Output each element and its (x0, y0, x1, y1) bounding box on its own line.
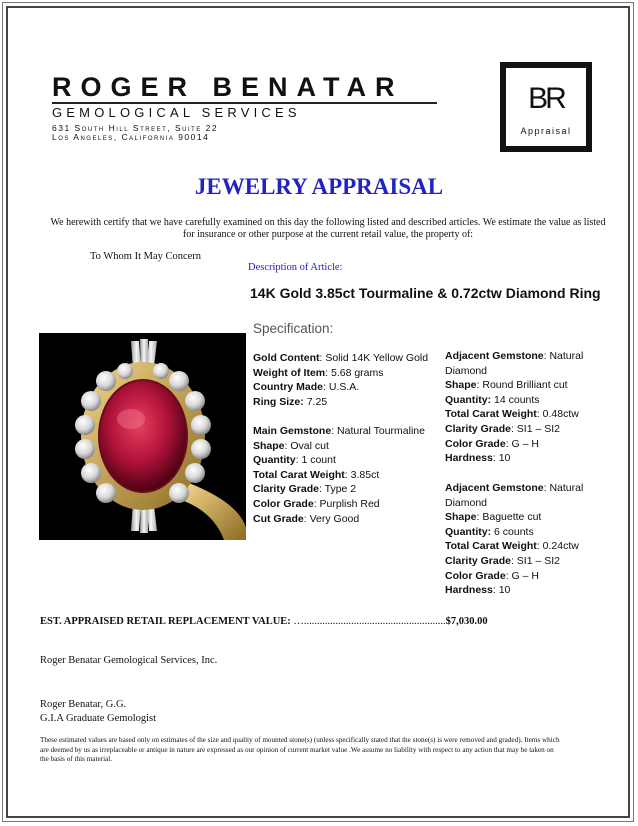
round-diamond (81, 391, 101, 411)
spec-row: Color Grade: G – H (445, 437, 539, 450)
spec-row: Diamond (445, 496, 488, 509)
round-diamond (96, 371, 116, 391)
company-subtitle: GEMOLOGICAL SERVICES (52, 105, 301, 120)
header-rule (52, 102, 437, 104)
spec-row: Quantity: 1 count (253, 454, 336, 467)
spec-row: Quantity: 6 counts (445, 525, 534, 538)
appraised-value-label: EST. APPRAISED RETAIL REPLACEMENT VALUE: (40, 616, 291, 627)
ring-shank (184, 483, 246, 540)
tourmaline-gemstone (99, 380, 187, 492)
round-diamond (191, 415, 211, 435)
spec-row: Shape: Baguette cut (445, 511, 542, 524)
spec-row: Clarity Grade: Type 2 (253, 483, 357, 496)
logo-caption: Appraisal (520, 126, 572, 136)
spec-row: Total Carat Weight: 3.85ct (253, 468, 380, 481)
spec-row: Quantity: 14 counts (445, 393, 540, 406)
recipient: To Whom It May Concern (90, 251, 202, 262)
round-diamond (75, 415, 95, 435)
spec-row: Hardness: 10 (445, 452, 511, 465)
appraised-value-amount: $7,030.00 (445, 616, 488, 627)
spec-row: Adjacent Gemstone: Natural (445, 482, 584, 494)
spec-row: Color Grade: Purplish Red (253, 497, 380, 510)
signer-name: Roger Benatar, G.G. (40, 699, 127, 710)
appraisal-logo (500, 62, 592, 152)
company-name: ROGER BENATAR (52, 72, 404, 102)
ring-illustration (39, 333, 246, 540)
logo-monogram: BR (528, 82, 564, 115)
leader-dots: …...................................................... (290, 616, 446, 627)
spec-row: Shape: Round Brilliant cut (445, 379, 568, 392)
round-diamond (185, 391, 205, 411)
spec-column-baguette-diamonds (445, 481, 583, 598)
gemstone-highlight (117, 409, 145, 429)
round-diamond (169, 371, 189, 391)
address-line-1: 631 South Hill Street, Suite 22 (52, 123, 219, 133)
round-diamond (96, 483, 116, 503)
footer-company: Roger Benatar Gemological Services, Inc. (40, 655, 218, 666)
spec-column-round-diamonds (445, 349, 583, 466)
description-label: Description of Article: (248, 262, 343, 273)
round-diamond (185, 463, 205, 483)
spec-row: Gold Content: Solid 14K Yellow Gold (253, 352, 429, 364)
round-diamond (81, 463, 101, 483)
disclaimer: These estimated values are based only on estimates of the size and quality of mounted stone(s) (unless specifically stated that the stone(s) is were removed and graded). Items which are deemed by us as irreplaceable or antique in nature are expressed as our opinion of current market value .We assume no liability with respect to any action that may be taken on the basis of this material. (40, 736, 560, 763)
address-line-2: Los Angeles, California 90014 (52, 132, 210, 142)
certification-text: We herewith certify that we have carefully examined on this day the following listed and described articles. We estimate the value as listed for insurance or other purpose at the current retail value, the property of: (50, 217, 606, 240)
spec-row: Country Made: U.S.A. (253, 381, 360, 394)
round-diamond (117, 363, 133, 379)
spec-row: Clarity Grade: SI1 – SI2 (445, 554, 560, 567)
spec-row: Hardness: 10 (445, 584, 511, 597)
spec-row: Shape: Oval cut (253, 439, 329, 452)
spec-row: Weight of Item: 5.68 grams (253, 366, 384, 379)
spec-row: Main Gemstone: Natural Tourmaline (253, 424, 425, 437)
spec-column-main (253, 351, 428, 526)
specification-label: Specification: (253, 321, 334, 336)
round-diamond (75, 439, 95, 459)
appraised-value-line (40, 616, 488, 627)
spec-row: Total Carat Weight: 0.24ctw (445, 540, 579, 553)
article-title: 14K Gold 3.85ct Tourmaline & 0.72ctw Diamond Ring (250, 285, 601, 301)
spec-row: Diamond (445, 364, 488, 377)
spec-row: Total Carat Weight: 0.48ctw (445, 408, 579, 421)
spec-row: Cut Grade: Very Good (253, 512, 360, 525)
spec-row: Ring Size: 7.25 (253, 395, 328, 408)
round-diamond (191, 439, 211, 459)
round-diamond (153, 363, 169, 379)
signer-title: G.I.A Graduate Gemologist (40, 713, 157, 724)
spec-row: Adjacent Gemstone: Natural (445, 350, 584, 362)
page-title: JEWELRY APPRAISAL (194, 174, 444, 199)
round-diamond (169, 483, 189, 503)
spec-row (253, 409, 428, 424)
spec-row: Color Grade: G – H (445, 569, 539, 582)
spec-row: Clarity Grade: SI1 – SI2 (445, 422, 560, 435)
ring-photo (39, 333, 246, 540)
